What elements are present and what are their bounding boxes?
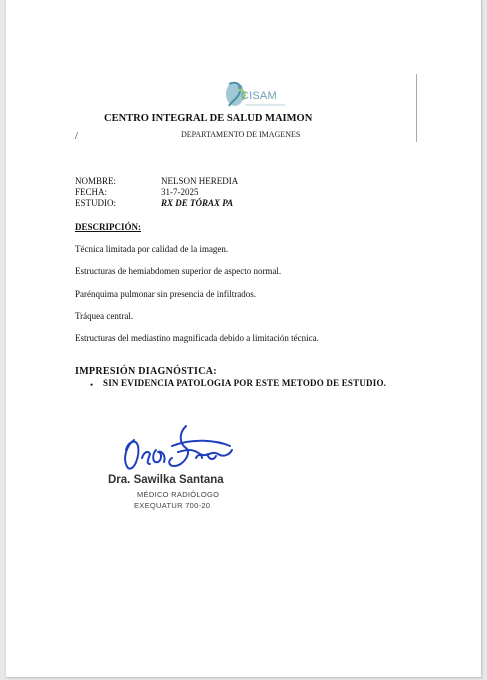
name-label: NOMBRE: xyxy=(75,176,117,186)
date-label: FECHA: xyxy=(75,187,108,197)
document-page xyxy=(6,0,482,678)
description-paragraph: Parénquima pulmonar sin presencia de infiltrados. xyxy=(75,289,256,299)
description-paragraph: Tráquea central. xyxy=(75,311,134,321)
impression-item: SIN EVIDENCIA PATOLOGIA POR ESTE METODO DE ESTUDIO. xyxy=(103,378,387,388)
study-label: ESTUDIO: xyxy=(75,198,116,208)
department-name: DEPARTAMENTO DE IMAGENES xyxy=(181,130,301,139)
impression-heading: IMPRESIÓN DIAGNÓSTICA: xyxy=(75,366,217,377)
bullet-icon: • xyxy=(90,380,94,390)
header-divider xyxy=(416,74,417,142)
description-paragraph: Estructuras del mediastino magnificada debido a limitación técnica. xyxy=(75,333,319,343)
stray-mark: / xyxy=(75,131,78,142)
signer-title: MÉDICO RADIÓLOGO xyxy=(137,490,220,499)
name-value: NELSON HEREDIA xyxy=(161,176,239,186)
description-paragraph: Estructuras de hemiabdomen superior de aspecto normal. xyxy=(75,266,282,276)
signer-name: Dra. Sawilka Santana xyxy=(108,474,224,486)
signer-license: EXEQUATUR 700-20 xyxy=(134,501,211,510)
date-value: 31-7-2025 xyxy=(161,187,199,197)
description-paragraph: Técnica limitada por calidad de la imagen. xyxy=(75,244,229,254)
description-heading: DESCRIPCIÓN: xyxy=(75,222,142,232)
study-value: RX DE TÓRAX PA xyxy=(161,198,234,208)
logo-text: CISAM xyxy=(241,90,277,102)
center-name: CENTRO INTEGRAL DE SALUD MAIMON xyxy=(104,113,313,124)
handwritten-signature xyxy=(112,420,237,478)
